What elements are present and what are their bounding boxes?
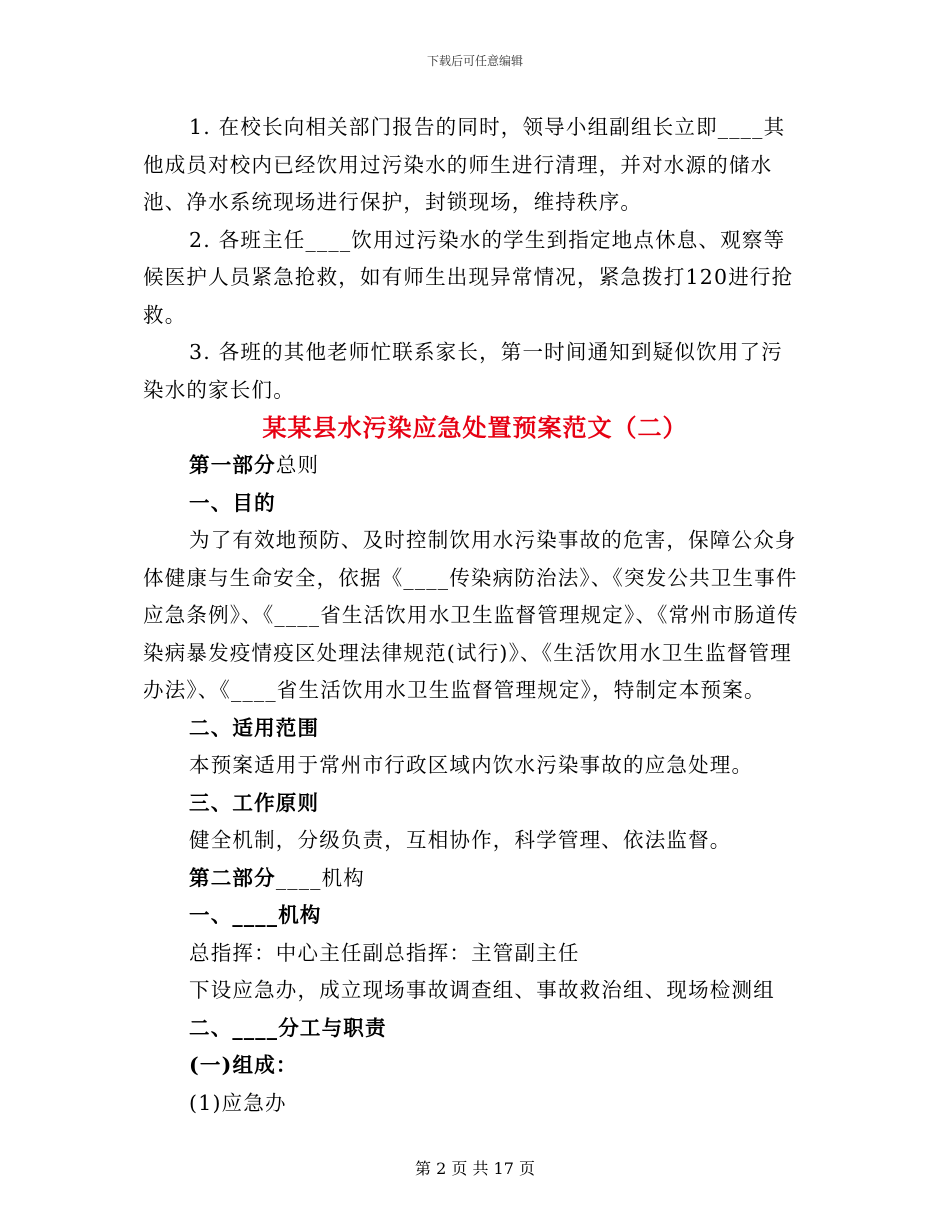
paragraph-org-sub: 下设应急办，成立现场事故调查组、事故救治组、现场检测组 [189, 978, 775, 1002]
section-title-wrap [0, 409, 950, 447]
heading-org: 一、____机构 [189, 903, 322, 927]
heading-purpose: 一、目的 [189, 490, 276, 515]
part1-title: 总则 [275, 453, 320, 477]
part1-heading [143, 447, 803, 485]
page-number: 第 2 页 共 17 页 [415, 1159, 535, 1178]
paragraph-step-1: 1. 在校长向相关部门报告的同时，领导小组副组长立即____其他成员对校内已经饮用过污染水的师生进行清理，并对水源的储水池、净水系统现场进行保护，封锁现场，维持秩序。 [143, 115, 786, 214]
heading-principle: 三、工作原则 [189, 790, 320, 815]
paragraph-org-lead: 总指挥：中心主任副总指挥：主管副主任 [189, 940, 580, 965]
paragraph-purpose: 为了有效地预防、及时控制饮用水污染事故的危害，保障公众身体健康与生命安全，依据《____传染病防治法》、《突发公共卫生事件应急条例》、《____省生活饮用水卫生监督管理规定》、《常州市肠道传染病暴发疫情疫区处理法律规范(试行)》、《生活饮用水卫生监督管理办法》、《____省生活饮用水卫生监督管理规定》，特制定本预案。 [143, 528, 799, 702]
list-item-emergency-office: (1)应急办 [189, 1090, 287, 1115]
section-title: 某某县水污染应急处置预案范文（二） [262, 413, 688, 442]
heading-scope: 二、适用范围 [189, 715, 320, 740]
paragraph-step-3: 3. 各班的其他老师忙联系家长，第一时间通知到疑似饮用了污染水的家长们。 [143, 340, 783, 402]
part2-label: 第二部分 [189, 865, 276, 890]
paragraph-principle: 健全机制，分级负责，互相协作，科学管理、依法监督。 [189, 828, 732, 852]
paragraph-scope: 本预案适用于常州市行政区域内饮水污染事故的应急处理。 [189, 753, 754, 777]
paragraph-step-2: 2. 各班主任____饮用过污染水的学生到指定地点休息、观察等候医护人员紧急抢救，如有师生出现异常情况，紧急拨打120进行抢救。 [143, 227, 794, 327]
heading-duty: 二、____分工与职责 [189, 1015, 387, 1040]
part2-title: ____机构 [275, 865, 366, 890]
heading-compose: (一)组成： [189, 1053, 298, 1077]
part2-heading [143, 860, 803, 898]
part1-label: 第一部分 [189, 453, 276, 477]
document-body [143, 109, 803, 1122]
header-note: 下载后可任意编辑 [426, 54, 523, 68]
